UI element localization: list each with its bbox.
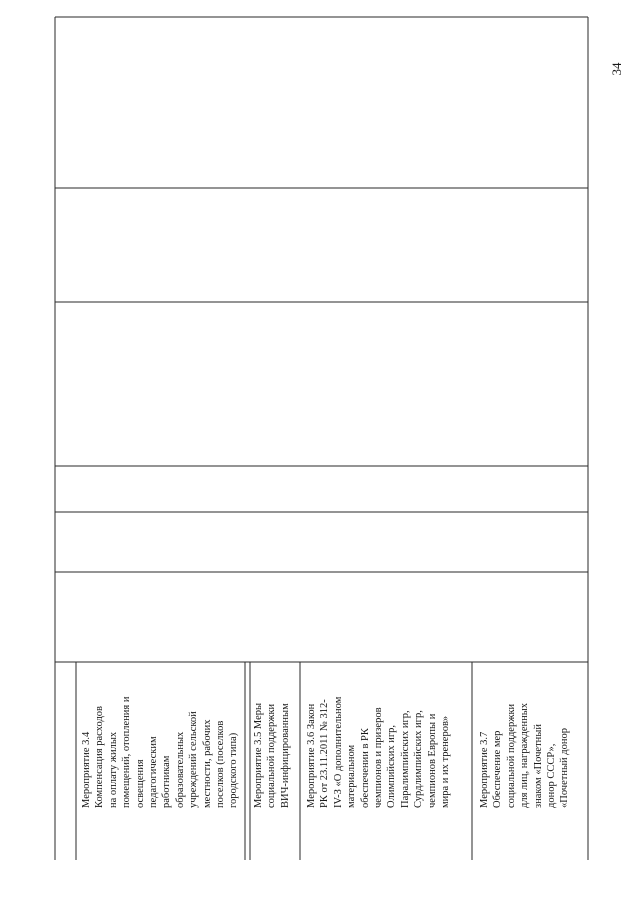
cell-measure-3-6: Мероприятие 3.6 Закон РК от 23.11.2011 № 312- IV-З «О дополнительном материальном обеспечении в РК чемпионов и призеров Олимпийских игр, Паралимпийских игр, Сурдлимпийских игр, чемпионов Европы и мира и их тренеров»: [306, 696, 452, 808]
page-number: 34: [609, 62, 624, 76]
cell-measure-3-5: Мероприятие 3.5 Меры социальной поддержки ВИЧ-инфицированным: [253, 702, 291, 808]
cell-measure-3-4: Мероприятие 3.4 Компенсация расходов на оплату жилых помещений, отопления и освещения педагогическим работникам образовательных учреждений сельской местности, рабочих поселков (поселков городского типа): [81, 696, 240, 808]
cell-measure-3-7: Мероприятие 3.7 Обеспечение мер социальной поддержки для лиц, награжденных знаком «Почетный донор СССР», «Почетный донор: [479, 702, 571, 808]
